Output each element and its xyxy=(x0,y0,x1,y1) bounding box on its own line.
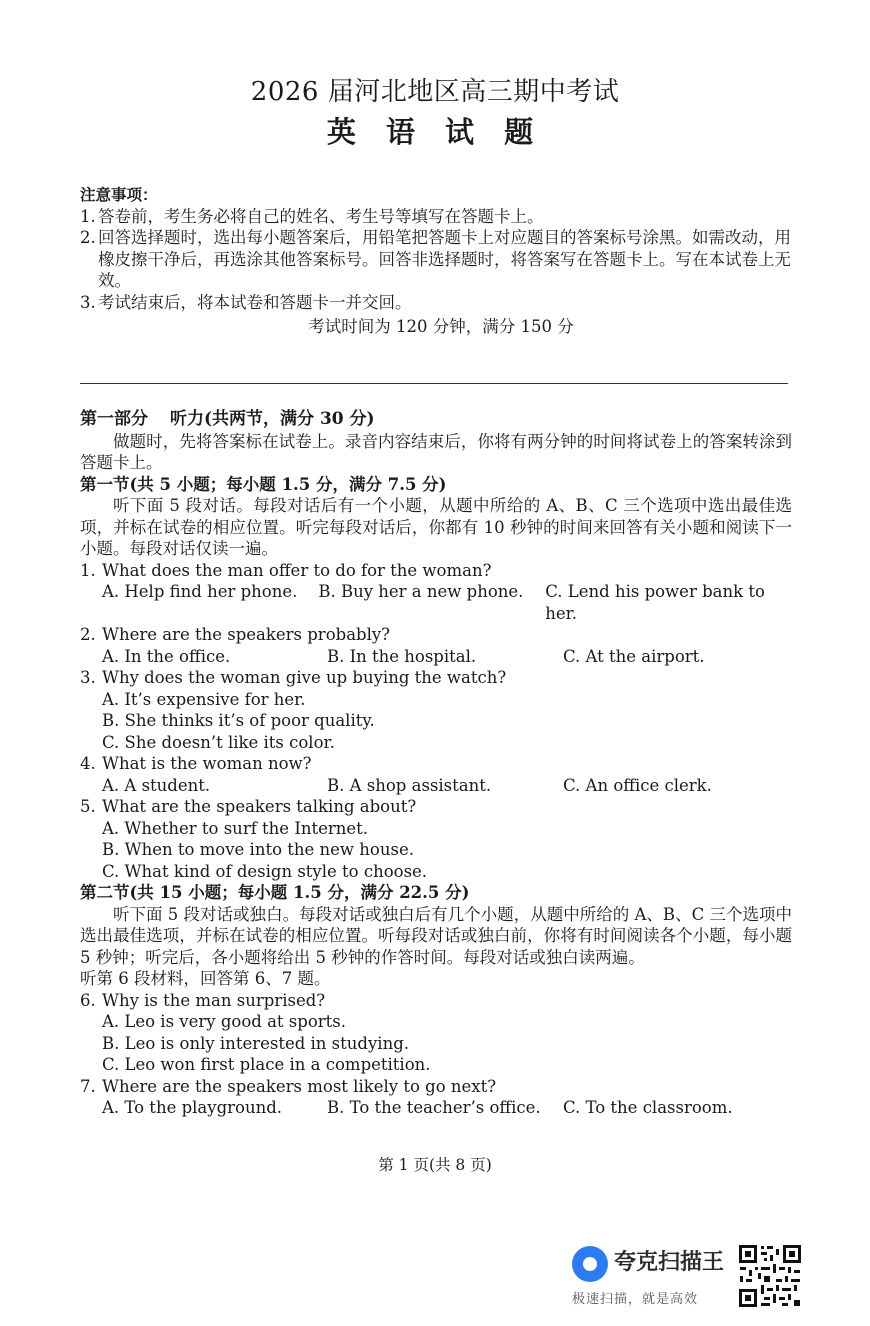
notice-item xyxy=(80,227,795,292)
notice-item-number: 3. xyxy=(80,292,96,312)
question-stem: Where are the speakers probably? xyxy=(102,625,391,644)
notice-item-text: 答卷前，考生务必将自己的姓名、考生号等填写在答题卡上。 xyxy=(98,206,544,226)
notice-heading: 注意事项： xyxy=(80,185,158,204)
options-row xyxy=(80,646,792,668)
question-stem: What does the man offer to do for the woman? xyxy=(102,560,492,580)
option-c: C. At the airport. xyxy=(563,646,705,666)
question-number: 5. xyxy=(80,797,96,816)
material-intro: 听第 6 段材料，回答第 6、7 题。 xyxy=(80,969,331,988)
question-number: 7. xyxy=(80,1076,96,1096)
question-7 xyxy=(80,1076,792,1098)
question-number: 6. xyxy=(80,990,96,1010)
option-a: A. A student. xyxy=(102,775,211,795)
question-stem: What are the speakers talking about? xyxy=(102,797,417,816)
option-a: A. Help find her phone. xyxy=(102,582,298,601)
watermark-brand: 夸克扫描王 xyxy=(614,1250,725,1275)
option-a: A. In the office. xyxy=(102,646,231,666)
option-a: A. To the playground. xyxy=(102,1098,283,1117)
notice-item-number: 2. xyxy=(80,228,96,247)
option-c: C. She doesn’t like its color. xyxy=(102,732,335,752)
question-4 xyxy=(80,753,792,775)
option-a: A. Leo is very good at sports. xyxy=(102,1012,346,1031)
part-title: 听力(共两节，满分 30 分) xyxy=(170,409,375,429)
option-b: B. She thinks it’s of poor quality. xyxy=(102,711,375,730)
option-b: B. Buy her a new phone. xyxy=(318,582,524,601)
notice-item-number: 1. xyxy=(80,206,96,226)
option-a: A. Whether to surf the Internet. xyxy=(102,818,369,838)
options-row xyxy=(80,1097,792,1119)
part-instruction: 做题时，先将答案标在试卷上。录音内容结束后，你将有两分钟的时间将试卷上的答案转涂到答题卡上。 xyxy=(80,431,792,472)
question-stem: Why does the woman give up buying the watch? xyxy=(102,668,507,687)
question-stem: Where are the speakers most likely to go next? xyxy=(102,1076,497,1096)
exam-title: 2026 届河北地区高三期中考试 xyxy=(250,77,620,107)
section2-heading: 第二节(共 15 小题；每小题 1.5 分，满分 22.5 分) xyxy=(80,883,470,902)
notice-item xyxy=(80,206,795,228)
option-b: B. A shop assistant. xyxy=(327,775,492,795)
part-heading xyxy=(80,409,792,431)
option-c: C. Leo won first place in a competition. xyxy=(102,1055,431,1074)
section1-heading: 第一节(共 5 小题；每小题 1.5 分，满分 7.5 分) xyxy=(80,474,447,494)
qr-code-icon xyxy=(737,1243,803,1309)
option-b: B. In the hospital. xyxy=(327,646,477,666)
notice-item-text: 回答选择题时，选出每小题答案后，用铅笔把答题卡上对应题目的答案标号涂黑。如需改动，用橡皮擦干净后，再选涂其他答案标号。回答非选择题时，将答案写在答题卡上。写在本试卷上无效。 xyxy=(98,228,791,290)
option-c: C. To the classroom. xyxy=(563,1098,733,1117)
part-label: 第一部分 xyxy=(80,409,148,429)
option-a: A. It’s expensive for her. xyxy=(102,689,306,709)
question-3 xyxy=(80,667,792,689)
question-6 xyxy=(80,990,792,1012)
scanner-watermark xyxy=(572,1243,806,1313)
divider-line xyxy=(80,383,788,384)
section2-instruction: 听下面 5 段对话或独白。每段对话或独白后有几个小题，从题中所给的 A、B、C 三个选项中选出最佳选项，并标在试卷的相应位置。听每段对话或独白前，你将有时间阅读各个小题，每小题 5 秒钟；听完后，各小题将给出 5 秒钟的作答时间。每段对话或独白读两遍。 xyxy=(80,904,792,967)
options-row xyxy=(80,775,792,797)
page-number: 第 1 页(共 8 页) xyxy=(378,1156,492,1174)
notice-item-text: 考试结束后，将本试卷和答题卡一并交回。 xyxy=(98,292,412,312)
quark-logo-icon xyxy=(572,1246,608,1282)
watermark-slogan: 极速扫描，就是高效 xyxy=(572,1292,699,1307)
notice-section xyxy=(80,184,795,338)
notice-item xyxy=(80,292,795,314)
question-1 xyxy=(80,560,792,582)
section1-instruction: 听下面 5 段对话。每段对话后有一个小题，从题中所给的 A、B、C 三个选项中选出最佳选项，并标在试卷的相应位置。听完每段对话后，你都有 10 秒钟的时间来回答有关小题和阅读下一小题。每段对话仅读一遍。 xyxy=(80,496,792,558)
exam-duration: 考试时间为 120 分钟，满分 150 分 xyxy=(308,317,574,336)
question-number: 4. xyxy=(80,754,96,773)
question-2 xyxy=(80,624,792,646)
option-c: C. Lend his power bank to her. xyxy=(545,582,765,623)
question-stem: What is the woman now? xyxy=(102,754,312,773)
option-b: B. Leo is only interested in studying. xyxy=(102,1033,409,1053)
option-c: C. What kind of design style to choose. xyxy=(102,861,428,881)
exam-subject: 英 语 试 题 xyxy=(326,115,544,149)
option-b: B. To the teacher’s office. xyxy=(327,1098,541,1117)
option-b: B. When to move into the new house. xyxy=(102,840,414,859)
question-number: 3. xyxy=(80,668,96,687)
options-row xyxy=(80,581,792,624)
question-stem: Why is the man surprised? xyxy=(102,990,326,1010)
listening-part xyxy=(80,409,792,1119)
option-c: C. An office clerk. xyxy=(563,775,712,795)
question-5 xyxy=(80,796,792,818)
question-number: 2. xyxy=(80,625,96,644)
question-number: 1. xyxy=(80,560,96,580)
